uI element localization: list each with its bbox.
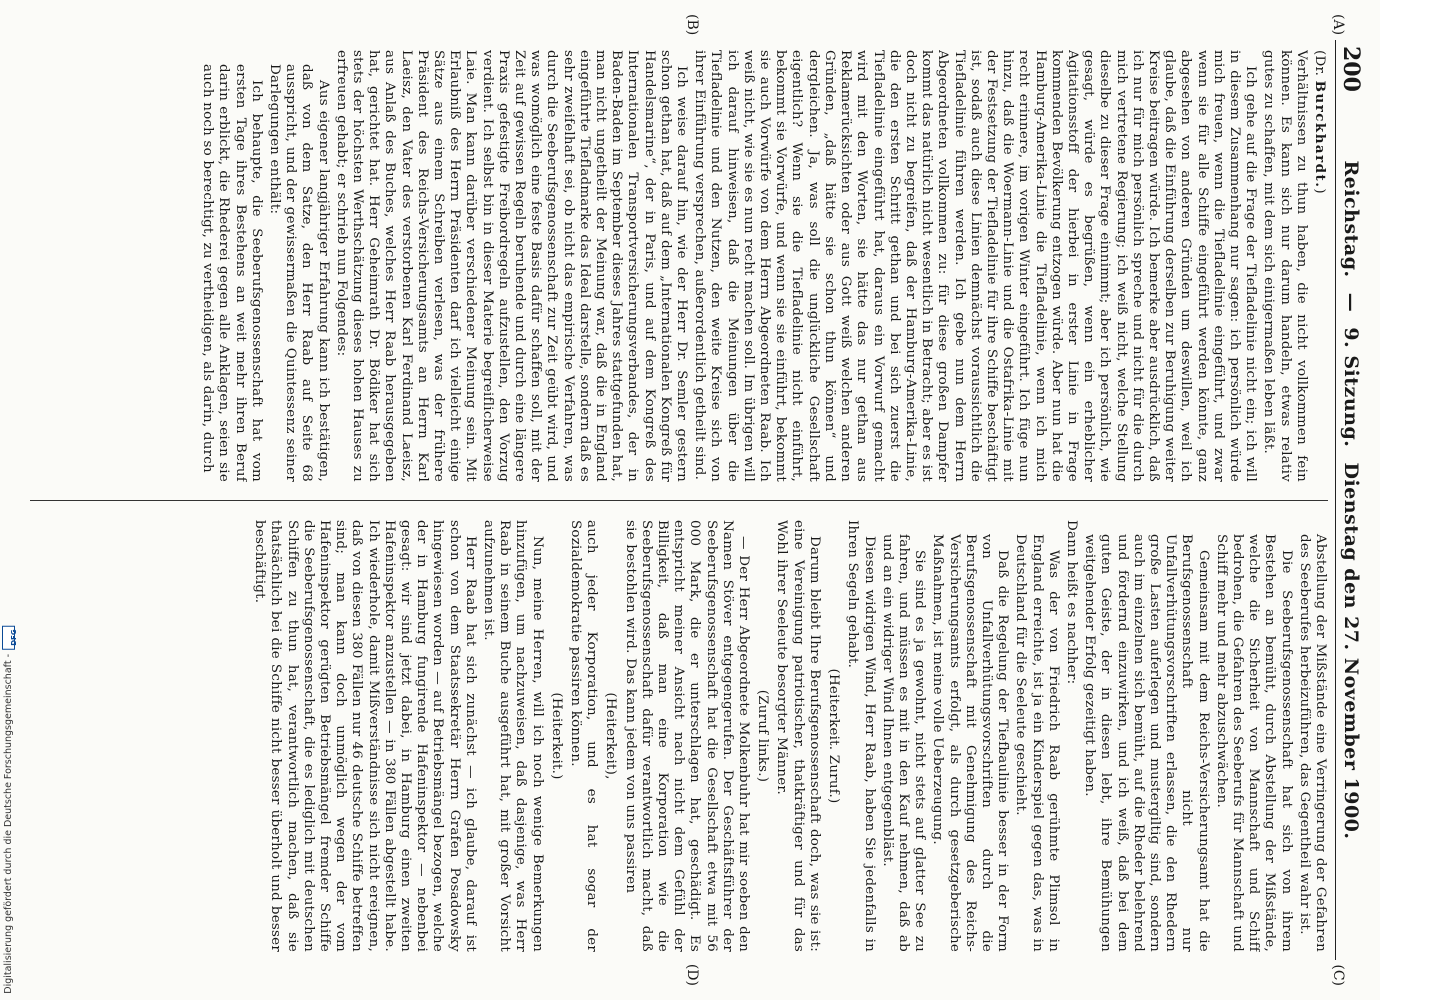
speaker-line (1311, 50, 1328, 482)
paragraph: Ich gehe auf die Frage der Tiefladelinie nicht ein; ich will in diesem Zusammenhang nur sagen: ich persönlich würde mich freuen, wenn die Tiefladelinie eingeführt, und zwar wenn sie für alle Schiffe eingeführt werden könnte, ganz abgesehen von anderen Gründen um deswillen, weil ich glaube, daß die Einführung derselben zur Beruhigung weiter Kreise beitragen würde. Ich bemerke aber ausdrücklich, daß ich nur für mich persönlich spreche und nicht für die durch mich vertretene Regierung; ich weiß nicht, welche Stellung dieselbe zu dieser Frage einnimmt; aber ich persönlich, wie gesagt, würde es begrüßen, wenn ein erheblicher Agitationsstoff der hierbei in erster Linie in Frage kommenden Bevölkerung entzogen würde. Aber nun hat die Hamburg-Amerika-Linie die Tiefladelinie, wenn ich mich recht erinnere, im vorigen Winter eingeführt. Ich füge nun hinzu, daß die Woermann-Linie und die Ostafrika-Linie mit der Festsetzung der Tiefladelinie für ihre Schiffe beschäftigt ist, sodaß auch diese Linien demnächst voraussichtlich die Tiefladelinie führen werden. Ich gebe nun dem Herrn Abgeordneten vollkommen zu: für diese großen Dampfer kommt das natürlich nicht wesentlich in Betracht; aber es ist doch nicht zu begreifen, daß der Hamburg-Amerika-Linie, die den ersten Schritt gethan und bei sich zuerst die Tiefladelinie eingeführt hat, daraus ein Vorwurf gemacht wird mit den Worten, sie hätte das nur gethan aus Reklamerücksichten oder aus Gott weiß welchen anderen Gründen, „daß hätte sie schon thun können“ und dergleichen. Ja, was soll die unglückliche Gesellschaft eigentlich? Wenn sie die Tiefladelinie nicht einführt, bekommt sie Vorwürfe, und wenn sie sie einführt, bekommt sie auch Vorwürfe von dem Herrn Abgeordneten Raab. Ich weiß nicht, wie sie es nun recht machen soll. Im übrigen will ich darauf hinweisen, daß die Meinungen über die Tiefladelinie und den Nutzen, den weite Kreise sich von ihrer Einführung versprechen, außerordentlich getheilt sind. (692, 50, 1259, 482)
margin-marker-a: (A) (1330, 14, 1346, 36)
title-part: — (1340, 292, 1362, 313)
page-number: 200 (1338, 46, 1364, 92)
title-part: 9. Sitzung. (1340, 327, 1362, 448)
margin-marker-b: (B) (684, 14, 700, 36)
quote-paragraph: Sie sind es ja gewohnt, nicht stets auf glatter See zu fahren, und müssen es mit in den Kauf nehmen, daß ab und an ein widriger Wind Ihnen entgegenbläst. (879, 534, 928, 952)
paragraph: Darum bleibt Ihre Berufsgenossenschaft doch, was sie ist: eine Vereinigung patriotischer, thatkräftiger und für das Wohl ihrer Seeleute besorgter Männer. (774, 520, 822, 952)
speaker-prefix: (Dr. (1312, 50, 1327, 81)
interjection: (Zuruf links.) (755, 689, 771, 783)
title-part: Reichstag. (1340, 160, 1362, 278)
title-part: Dienstag den 27. November 1900. (1340, 462, 1362, 840)
column-divider (30, 500, 1328, 501)
paragraph: Nun, meine Herren, will ich noch wenige Bemerkungen hinzufügen, um nachzuweisen, daß dasjenige, was Herr Raab in seinem Buche ausgeführt hat, mit großer Vorsicht aufzunehmen ist. (481, 520, 545, 952)
margin-marker-c: (C) (1330, 964, 1346, 986)
footer-text: Digitalisierung gefördert durch die Deutsche Forschungsgemeinschaft - (3, 654, 14, 994)
footer-credit (2, 626, 18, 994)
paragraph: Diesen widrigen Wind, Herr Raab, haben Sie jedenfalls in Ihren Segeln gehabt. (845, 520, 877, 952)
quote-paragraph: Abstellung der Mißstände eine Verringerung der Gefahren des Seeberufes herbeizuführen, das Gegentheil wahr ist. (1296, 534, 1328, 952)
paragraph: Verhältnissen zu thun haben, die nicht vollkommen fein können. Es kann sich nur darum handeln, etwas relativ gutes zu schaffen, mit dem sich einigermaßen leben läßt. (1261, 50, 1309, 482)
speaker-name: Burckhardt. (1312, 80, 1328, 189)
paragraph: — Der Herr Abgeordnete Molkenbuhr hat mir soeben den Namen Stöver entgegengerufen. Der Geschäftsführer der Seeberufsgenossenschaft hat die Gesellschaft etwa mit 56 000 Mark, die er unterschlagen hat, geschädigt. Es entspricht meiner Ansicht nach nicht dem Gefühl der Billigkeit, daß man eine Korporation wie die Seeberufsgenossenschaft dafür verantwortlich macht, daß sie bestohlen wird. Das kann jedem von uns passiren (622, 520, 752, 952)
paragraph: Ich weise darauf hin, wie der Herr Dr. Semler gestern schon gethan hat, daß auf dem „Internationalen Kongreß für Handelsmarine“, der in Paris, und auf dem Kongreß des Internationalen Transportversicherungsverbandes, der in Baden-Baden im September dieses Jahres stattgefunden hat, man nicht ungetheilt der Meinung war, daß die in England eingeführte Tiefladmarke das Ideal darstelle, sondern daß es sehr zweifelhaft sei, ob nicht das empirische Verfahren, was durch die Seeberufsgenossenschaft zur Zeit geübt wird, und was womöglich eine feste Basis dafür schaffen soll, mit der Zeit auf gewissen Regeln beruhende und durch eine längere Praxis gefestigte Freibordregeln aufzustellen, den Vorzug verdient. Ich selbst bin in dieser Materie begreiflicherweise Laie. Man kann darüber verschiedener Meinung sein. Mit Erlaubniß des Herrn Präsidenten darf ich vielleicht einige Sätze aus einem Schreiben verlesen, was der frühere Präsident des Reichs-Versicherungsamts an Herrn Karl Laeisz, den Vater des verstorbenen Karl Ferdinand Laeisz, aus Anlaß des Buches, welches Herr Raab herausgegeben hat, gerichtet hat. Herr Geheimrath Dr. Bödiker hat sich stets der höchsten Werthschätzung dieses hohen Hauses zu erfreuen gehabt; er schrieb nun Folgendes: (333, 50, 690, 482)
interjection: (Heiterkeit), (603, 692, 619, 780)
dfg-logo-icon: DFG (2, 626, 15, 650)
page-header (1335, 40, 1366, 960)
quote-paragraph: Gemeinsam mit dem Reichs-Versicherungsamt hat die Berufsgenossenschaft nicht nur Unfallverhütungsvorschriften erlassen, die den Rhedern große Lasten auferlegen und mustergiltig sind, sondern auch im einzelnen sich bemüht, auf die Rheder belehrend und fördernd einzuwirken, und ich weiß, daß bei dem guten Geiste, der in diesen lebt, ihre Bemühungen weitgehender Erfolg gezeitigt haben. (1082, 534, 1211, 952)
quote-paragraph: Die Seeberufsgenossenschaft hat sich von ihrem Bestehen an bemüht, durch Abstellung der Mißstände, welche die Sicherheit von Mannschaft und Schiff bedrohen, die Gefahren des Seeberufs für Mannschaft und Schiff mehr und mehr abzuschwächen. (1213, 534, 1294, 952)
quote-paragraph: Ich behaupte, die Seeberufsgenossenschaft hat vom ersten Tage ihres Bestehens an weit mehr ihren Beruf darin erblickt, die Rhederei gegen alle Anklagen, seien sie auch noch so berechtigt, zu vertheidigen, als darin, durch (200, 64, 264, 482)
page-title (1340, 40, 1362, 960)
paragraph: auch jeder Korporation, und es hat sogar der Sozialdemokratie passiren können. (568, 520, 600, 952)
speaker-suffix: ) (1312, 188, 1327, 194)
margin-marker-d: (D) (684, 963, 700, 986)
interjection: (Heiterkeit. Zuruf.) (826, 668, 842, 804)
paragraph: Dann heißt es nachher: (1063, 520, 1079, 685)
quote-paragraph: Aus eigener langjähriger Erfahrung kann ich bestätigen, daß von dem Satze, den Herr Raab auf Seite 68 ausspricht, und der gewissermaßen die Quintessenz seiner Darlegungen enthält: (267, 64, 331, 482)
quote-paragraph: Was der von Friedrich Raab gerühmte Plimsol in England erreichte, ist ja ein Kinderspiel gegen das, was in Deutschland für die Seeleute geschieht. (1013, 534, 1061, 952)
quote-paragraph: Daß die Regelung der Tiefbaulinie besser in der Form von Unfallverhütungsvorschriften durch die Berufsgenossenschaft mit Genehmigung des Reichs-Versicherungsamts erfolgt, als durch gesetzgeberische Maßnahmen, ist meine volle Ueberzeugung. (930, 534, 1011, 952)
paragraph: Herr Raab hat sich zunächst — ich glaube, darauf ist schon von dem Staatssekretär Herrn Grafen Posadowsky hingewiesen worden — auf Betriebsmängel bezogen, welche der in Hamburg fungirende Hafeninspektor — nebenbei gesagt: wir sind jetzt dabei, in Hamburg einen zweiten Hafeninspektor anzustellen — in 380 Fällen abgestellt habe. Ich wiederhole, damit Mißverständnisse sich nicht ereignen, daß von diesen 380 Fällen nur 46 deutsche Schiffe betreffen sind; man kann doch unmöglich wegen der vom Hafeninspektor gerügten Betriebsmängel fremder Schiffe die Seeberufsgenossenschaft, die es lediglich mit deutschen Schiffen zu thun hat, verantwortlich machen, daß sie thatsächlich bei die Schiffe nicht besser überholt und besser beschäftigt. (252, 520, 478, 952)
interjection: (Heiterkeit.) (548, 692, 564, 780)
left-column (30, 50, 1328, 482)
right-column (30, 520, 1328, 952)
